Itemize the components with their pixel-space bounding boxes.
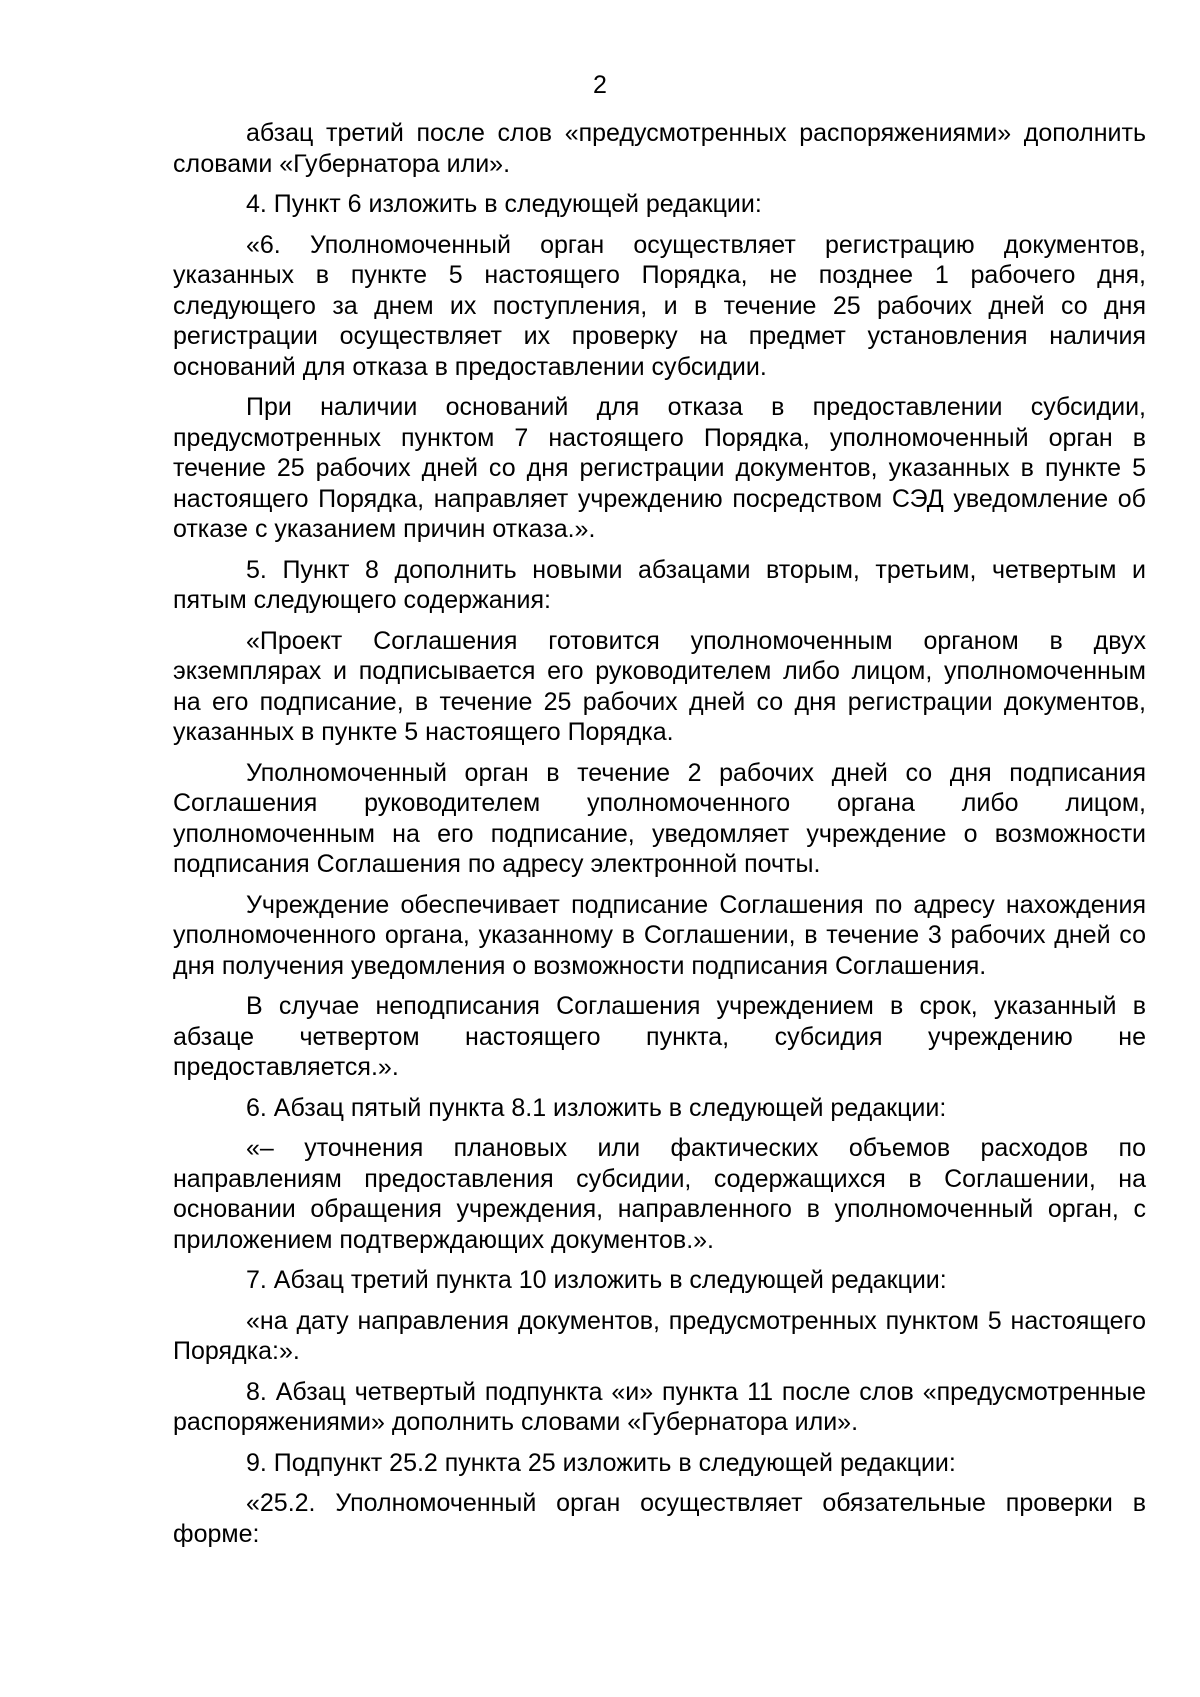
paragraph-15: 9. Подпункт 25.2 пункта 25 изложить в следующей редакции:: [246, 1448, 956, 1477]
paragraph-4: При наличии оснований для отказа в предоставлении субсидии, предусмотренных пунктом 7 настоящего Порядка, уполномоченный орган в течение 25 рабочих дней со дня регистрации документов, указанных в пункте 5 настоящего Порядка, направляет учреждению посредством СЭД уведомление об отказе с указанием причин отказа.».: [173, 393, 1146, 543]
paragraph-3: «6. Уполномоченный орган осуществляет регистрацию документов, указанных в пункте 5 настоящего Порядка, не позднее 1 рабочего дня, следующего за днем их поступления, и в течение 25 рабочих дней со дня регистрации осуществляет их проверку на предмет установления наличия оснований для отказа в предоставлении субсидии.: [173, 230, 1146, 381]
paragraph-5: 5. Пункт 8 дополнить новыми абзацами вторым, третьим, четвертым и пятым следующего содержания:: [173, 555, 1146, 614]
page-number: 2: [593, 71, 607, 99]
paragraph-13: «на дату направления документов, предусмотренных пунктом 5 настоящего Порядка:».: [173, 1306, 1146, 1365]
paragraph-11: «– уточнения плановых или фактических объемов расходов по направлениям предоставления субсидии, содержащихся в Соглашении, на основании обращения учреждения, направленного в уполномоченный орган, с приложением подтверждающих документов.».: [173, 1134, 1146, 1254]
paragraph-6: «Проект Соглашения готовится уполномоченным органом в двух экземплярах и подписывается его руководителем либо лицом, уполномоченным на его подписание, в течение 25 рабочих дней со дня регистрации документов, указанных в пункте 5 настоящего Порядка.: [173, 626, 1146, 746]
paragraph-12: 7. Абзац третий пункта 10 изложить в следующей редакции:: [246, 1266, 947, 1294]
paragraph-16: «25.2. Уполномоченный орган осуществляет обязательные проверки в форме:: [173, 1489, 1146, 1548]
paragraph-7: Уполномоченный орган в течение 2 рабочих дней со дня подписания Соглашения руководителем уполномоченного органа либо лицом, уполномоченным на его подписание, уведомляет учреждение о возможности подписания Соглашения по адресу электронной почты.: [173, 758, 1146, 878]
paragraph-10: 6. Абзац пятый пункта 8.1 изложить в следующей редакции:: [246, 1093, 947, 1122]
paragraph-1: абзац третий после слов «предусмотренных распоряжениями» дополнить словами «Губернатора или».: [173, 119, 1146, 178]
paragraph-14: 8. Абзац четвертый подпункта «и» пункта 11 после слов «предусмотренные распоряжениями» дополнить словами «Губернатора или».: [173, 1377, 1146, 1436]
paragraph-9: В случае неподписания Соглашения учреждением в срок, указанный в абзаце четвертом настоящего пункта, субсидия учреждению не предоставляется.».: [173, 992, 1146, 1081]
paragraph-2: 4. Пункт 6 изложить в следующей редакции:: [246, 190, 762, 218]
paragraph-8: Учреждение обеспечивает подписание Соглашения по адресу нахождения уполномоченного органа, указанному в Соглашении, в течение 3 рабочих дней со дня получения уведомления о возможности подписания Соглашения.: [173, 890, 1146, 980]
document-body: [173, 118, 1146, 1559]
